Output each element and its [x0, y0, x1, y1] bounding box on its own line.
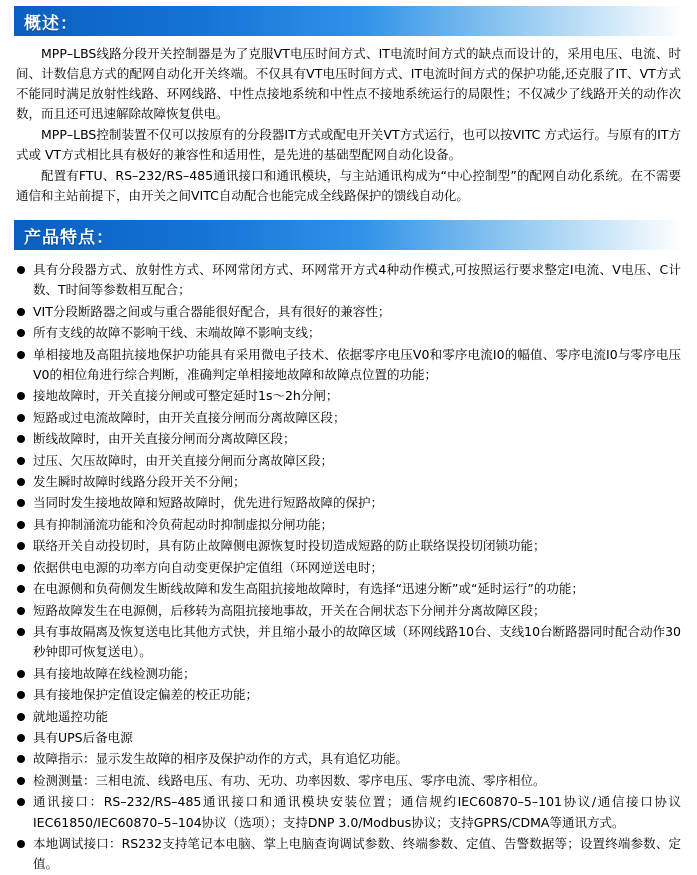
list-item	[16, 707, 681, 727]
list-item	[16, 792, 681, 833]
bullet-icon	[17, 755, 25, 763]
list-item	[16, 472, 681, 492]
list-item-label: 所有支线的故障不影响干线、末端故障不影响支线；	[33, 325, 321, 341]
list-item	[16, 386, 681, 406]
bullet-icon	[17, 840, 25, 848]
list-item	[16, 515, 681, 535]
list-item-label: 联络开关自动投切时，具有防止故障侧电源恢复时投切造成短路的防止联络误投切闭锁功能；	[33, 538, 546, 554]
bullet-icon	[17, 478, 25, 486]
list-item-label: 依据供电电源的功率方向自动变更保护定值组（环网逆送电时；	[33, 559, 384, 575]
list-item	[16, 451, 681, 471]
bullet-icon	[17, 329, 25, 337]
bullet-icon	[17, 266, 25, 274]
bullet-icon	[17, 670, 25, 678]
bullet-icon	[17, 457, 25, 465]
list-item	[16, 622, 681, 663]
list-item-label: 发生瞬时故障时线路分段开关不分闸；	[33, 474, 246, 490]
list-item-label: 具有UPS后备电源	[33, 729, 133, 745]
list-item-label: 通讯接口：RS–232/RS–485通讯接口和通讯模块安装位置；通信规约IEC60870–5–101协议/通信接口协议IEC61850/IEC60870–5–104协议（选项）；支持DNP 3.0/Modbus协议；支持GPRS/CDMA等通讯方式。	[33, 794, 681, 830]
overview-paragraph-3: 配置有FTU、RS–232/RS–485通讯接口和通讯模块，与主站通讯构成为“中心控制型”的配网自动化系统。在不需要通信和主站前提下，由开关之间VITC自动配合也能完成全线路保护的馈线自动化。	[16, 168, 681, 203]
list-item-label: 在电源侧和负荷侧发生断线故障和发生高阻抗接地故障时，有选择“迅速分断”或“延时运行”的功能；	[33, 581, 584, 597]
list-item-label: 就地遥控功能	[33, 708, 109, 724]
bullet-icon	[17, 798, 25, 806]
bullet-icon	[17, 308, 25, 316]
bullet-icon	[17, 777, 25, 785]
list-item-label: 具有抑制涌流功能和冷负荷起动时抑制虚拟分闸功能；	[33, 516, 334, 532]
list-item-label: VIT分段断路器之间或与重合器能很好配合，具有很好的兼容性；	[33, 303, 391, 319]
list-item	[16, 834, 681, 875]
list-item	[16, 260, 681, 301]
bullet-icon	[17, 713, 25, 721]
list-item-label: 故障指示：显示发生故障的相序及保护动作的方式，具有追忆功能。	[33, 751, 409, 767]
list-item-label: 具有事故隔离及恢复送电比其他方式快，并且缩小最小的故障区域（环网线路10台、支线10台断路器同时配合动作30秒钟即可恢复送电）。	[33, 623, 681, 660]
section-title-overview: 概述：	[24, 13, 78, 34]
list-item-label: 短路或过电流故障时，由开关直接分闸而分离故障区段；	[33, 409, 346, 425]
list-item	[16, 429, 681, 449]
overview-body	[14, 44, 683, 206]
list-item	[16, 345, 681, 386]
list-item-label: 断线故障时，由开关直接分闸而分离故障区段；	[33, 431, 296, 447]
section-banner-features	[14, 220, 683, 250]
list-item	[16, 302, 681, 322]
list-item-label: 具有接地故障在线检测功能；	[33, 665, 196, 681]
feature-list	[14, 260, 683, 875]
list-item	[16, 664, 681, 684]
bullet-icon	[17, 564, 25, 572]
bullet-icon	[17, 585, 25, 593]
bullet-icon	[17, 414, 25, 422]
list-item-label: 具有分段器方式、放射性方式、环网常闭方式、环网常开方式4种动作模式,可按照运行要求整定I电流、V电压、C计数、T时间等参数相互配合；	[33, 262, 681, 298]
bullet-icon	[17, 499, 25, 507]
bullet-icon	[17, 392, 25, 400]
list-item	[16, 408, 681, 428]
bullet-icon	[17, 542, 25, 550]
bullet-icon	[17, 351, 25, 359]
list-item	[16, 558, 681, 578]
list-item-label: 接地故障时，开关直接分闸或可整定延时1s～2h分闸；	[33, 388, 339, 404]
bullet-icon	[17, 734, 25, 742]
bullet-icon	[17, 628, 25, 636]
list-item-label: 具有接地保护定值设定偏差的校正功能；	[33, 687, 259, 703]
overview-paragraph-2: MPP–LBS控制装置不仅可以按原有的分段器IT方式或配电开关VT方式运行，也可以按VITC 方式运行。与原有的IT方式或 VT方式相比具有极好的兼容性和适用性，是先进的基础型配网自动化设备。	[16, 127, 681, 162]
list-item-label: 本地调试接口：RS232支持笔记本电脑、掌上电脑查询调试参数、终端参数、定值、告警数据等；设置终端参数、定值。	[33, 835, 681, 872]
list-item-label: 检测测量：三相电流、线路电压、有功、无功、功率因数、零序电压、零序电流、零序相位。	[33, 772, 546, 788]
document-page	[0, 6, 697, 872]
list-item-label: 短路故障发生在电源侧，后移转为高阻抗接地事故，开关在合闸状态下分闸并分离故障区段；	[33, 602, 546, 618]
bullet-icon	[17, 691, 25, 699]
list-item	[16, 771, 681, 791]
list-item	[16, 579, 681, 599]
list-item	[16, 493, 681, 513]
list-item	[16, 323, 681, 343]
section-banner-overview	[14, 6, 683, 36]
list-item-label: 当同时发生接地故障和短路故障时，优先进行短路故障的保护；	[33, 495, 384, 511]
list-item	[16, 685, 681, 705]
list-item	[16, 601, 681, 621]
section-title-features: 产品特点：	[24, 227, 114, 248]
list-item	[16, 536, 681, 556]
list-item-label: 单相接地及高阻抗接地保护功能具有采用微电子技术、依据零序电压V0和零序电流I0的幅值、零序电流I0与零序电压V0的相位角进行综合判断，准确判定单相接地故障和故障点位置的功能；	[33, 346, 681, 383]
list-item	[16, 728, 681, 748]
bullet-icon	[17, 435, 25, 443]
list-item	[16, 749, 681, 769]
bullet-icon	[17, 607, 25, 615]
overview-paragraph-1: MPP–LBS线路分段开关控制器是为了克服VT电压时间方式、IT电流时间方式的缺点而设计的，采用电压、电流、时间、计数信息方式的配网自动化开关终端。不仅具有VT电压时间方式、IT电流时间方式的保护功能,还克服了IT、VT方式不能同时满足放射性线路、环网线路、中性点接地系统和中性点不接地系统运行的局限性；不仅减少了线路开关的动作次数，而且还可迅速解除故障恢复供电。	[16, 46, 681, 121]
list-item-label: 过压、欠压故障时，由开关直接分闸而分离故障区段；	[33, 452, 334, 468]
bullet-icon	[17, 521, 25, 529]
